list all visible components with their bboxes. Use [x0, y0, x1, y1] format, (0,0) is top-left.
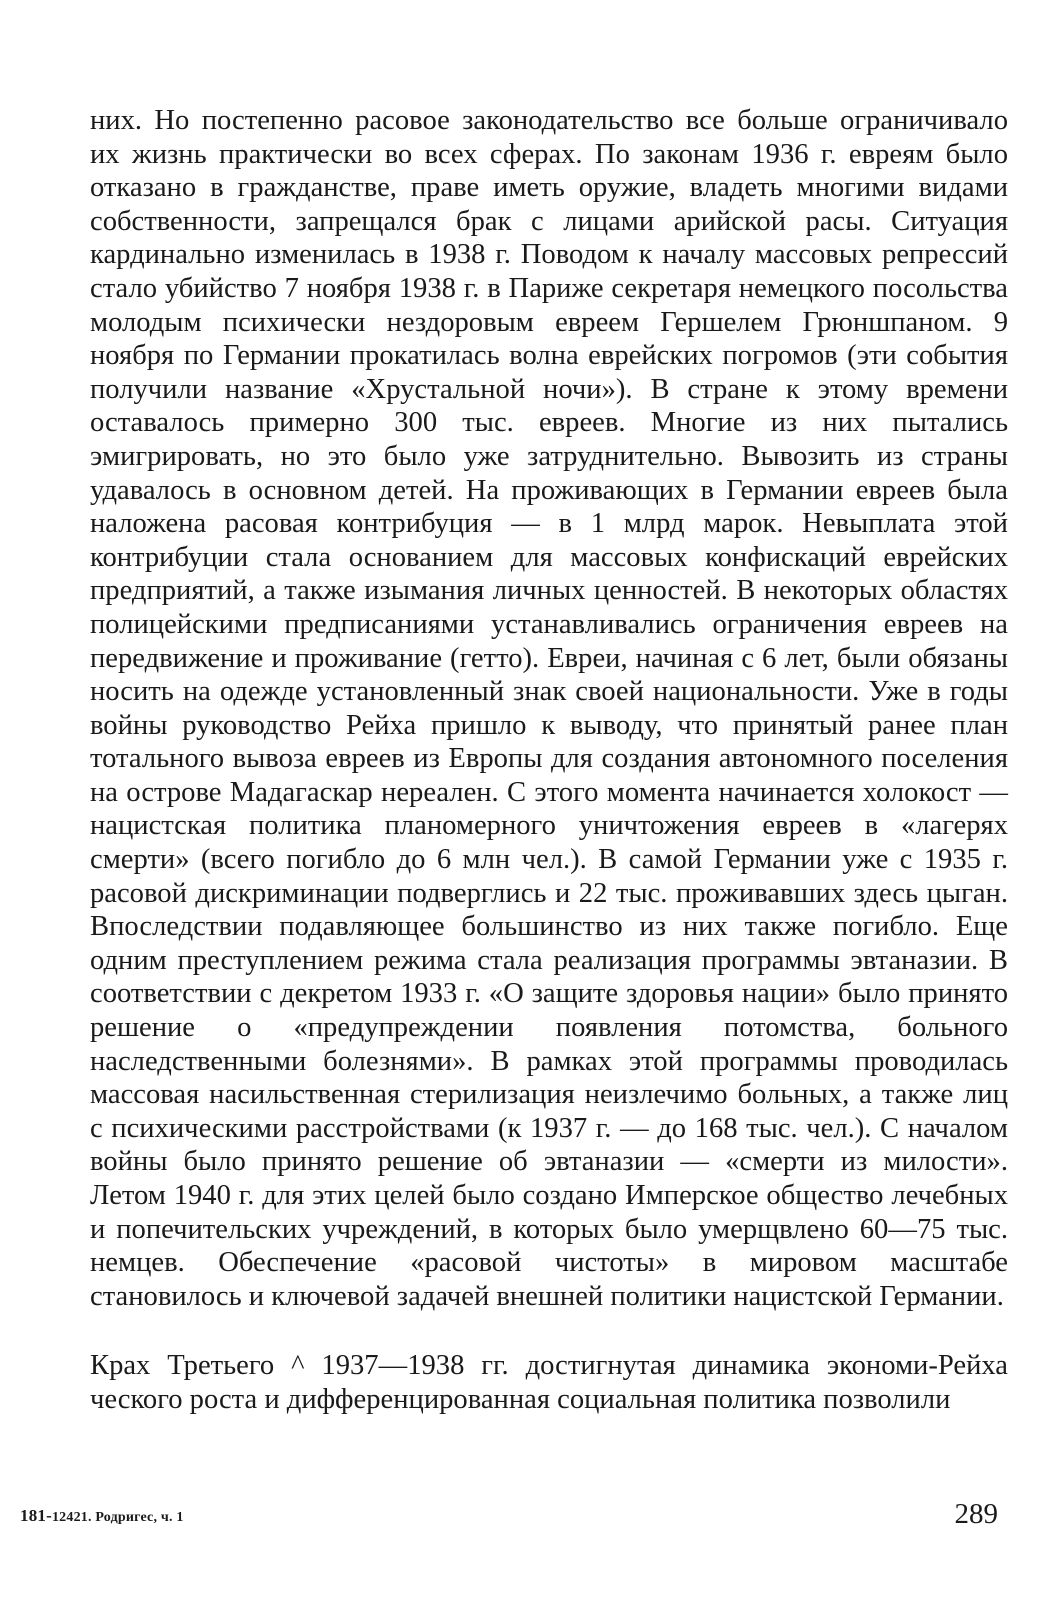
- page-footer: [20, 1498, 998, 1538]
- body-paragraph: них. Но постепенно расовое законодательство все больше ограничивало их жизнь практически во всех сферах. По законам 1936 г. евреям было отказано в гражданстве, праве иметь оружие, владеть многими видами собственности, запрещался брак с лицами арийской расы. Ситуация кардинально изменилась в 1938 г. Поводом к началу массовых репрессий стало убийство 7 ноября 1938 г. в Париже секретаря немецкого посольства молодым психически нездоровым евреем Гершелем Грюншпаном. 9 ноября по Германии прокатилась волна еврейских погромов (эти события получили название «Хрустальной ночи»). В стране к этому времени оставалось примерно 300 тыс. евреев. Многие из них пытались эмигрировать, но это было уже затруднительно. Вывозить из страны удавалось в основном детей. На проживающих в Германии евреев была наложена расовая контрибуция — в 1 млрд марок. Невыплата этой контрибуции стала основанием для массовых конфискаций еврейских предприятий, а также изымания личных ценностей. В некоторых областях полицейскими предписаниями устанавливались ограничения евреев на передвижение и проживание (гетто). Евреи, начиная с 6 лет, были обязаны носить на одежде установленный знак своей национальности. Уже в годы войны руководство Рейха пришло к выводу, что принятый ранее план тотального вывоза евреев из Европы для создания автономного поселения на острове Мадагаскар нереален. С этого момента начинается холокост — нацистская политика планомерного уничтожения евреев в «лагерях смерти» (всего погибло до 6 млн чел.). В самой Германии уже с 1935 г. расовой дискриминации подверглись и 22 тыс. проживавших здесь цыган. Впоследствии подавляющее большинство из них также погибло. Еще одним преступлением режима стала реализация программы эвтаназии. В соответствии с декретом 1933 г. «О защите здоровья нации» было принято решение о «предупреждении появления потомства, больного наследственными болезнями». В рамках этой программы проводилась массовая насильственная стерилизация неизлечимо больных, а также лиц с психическими расстройствами (к 1937 г. — до 168 тыс. чел.). С началом войны было принято решение об эвтаназии — «смерти из милости». Летом 1940 г. для этих целей было создано Имперское общество лечебных и попечительских учреждений, в которых было умерщвлено 60—75 тыс. немцев. Обеспечение «расовой чистоты» в мировом масштабе становилось и ключевой задачей внешней политики нацистской Германии.: [90, 105, 1008, 1312]
- page-number: 289: [954, 1498, 998, 1530]
- signature-text: 12421. Родригес, ч. 1: [51, 1510, 184, 1525]
- printer-signature: [20, 1506, 184, 1526]
- page-text-block: [90, 104, 1008, 1417]
- section-start-paragraph: Крах Третьего ^ 1937—1938 гг. достигнутая динамика экономи-Рейха ческого роста и дифференцированная социальная политика позволили: [90, 1350, 1008, 1415]
- signature-sheet-number: 181-: [20, 1506, 52, 1525]
